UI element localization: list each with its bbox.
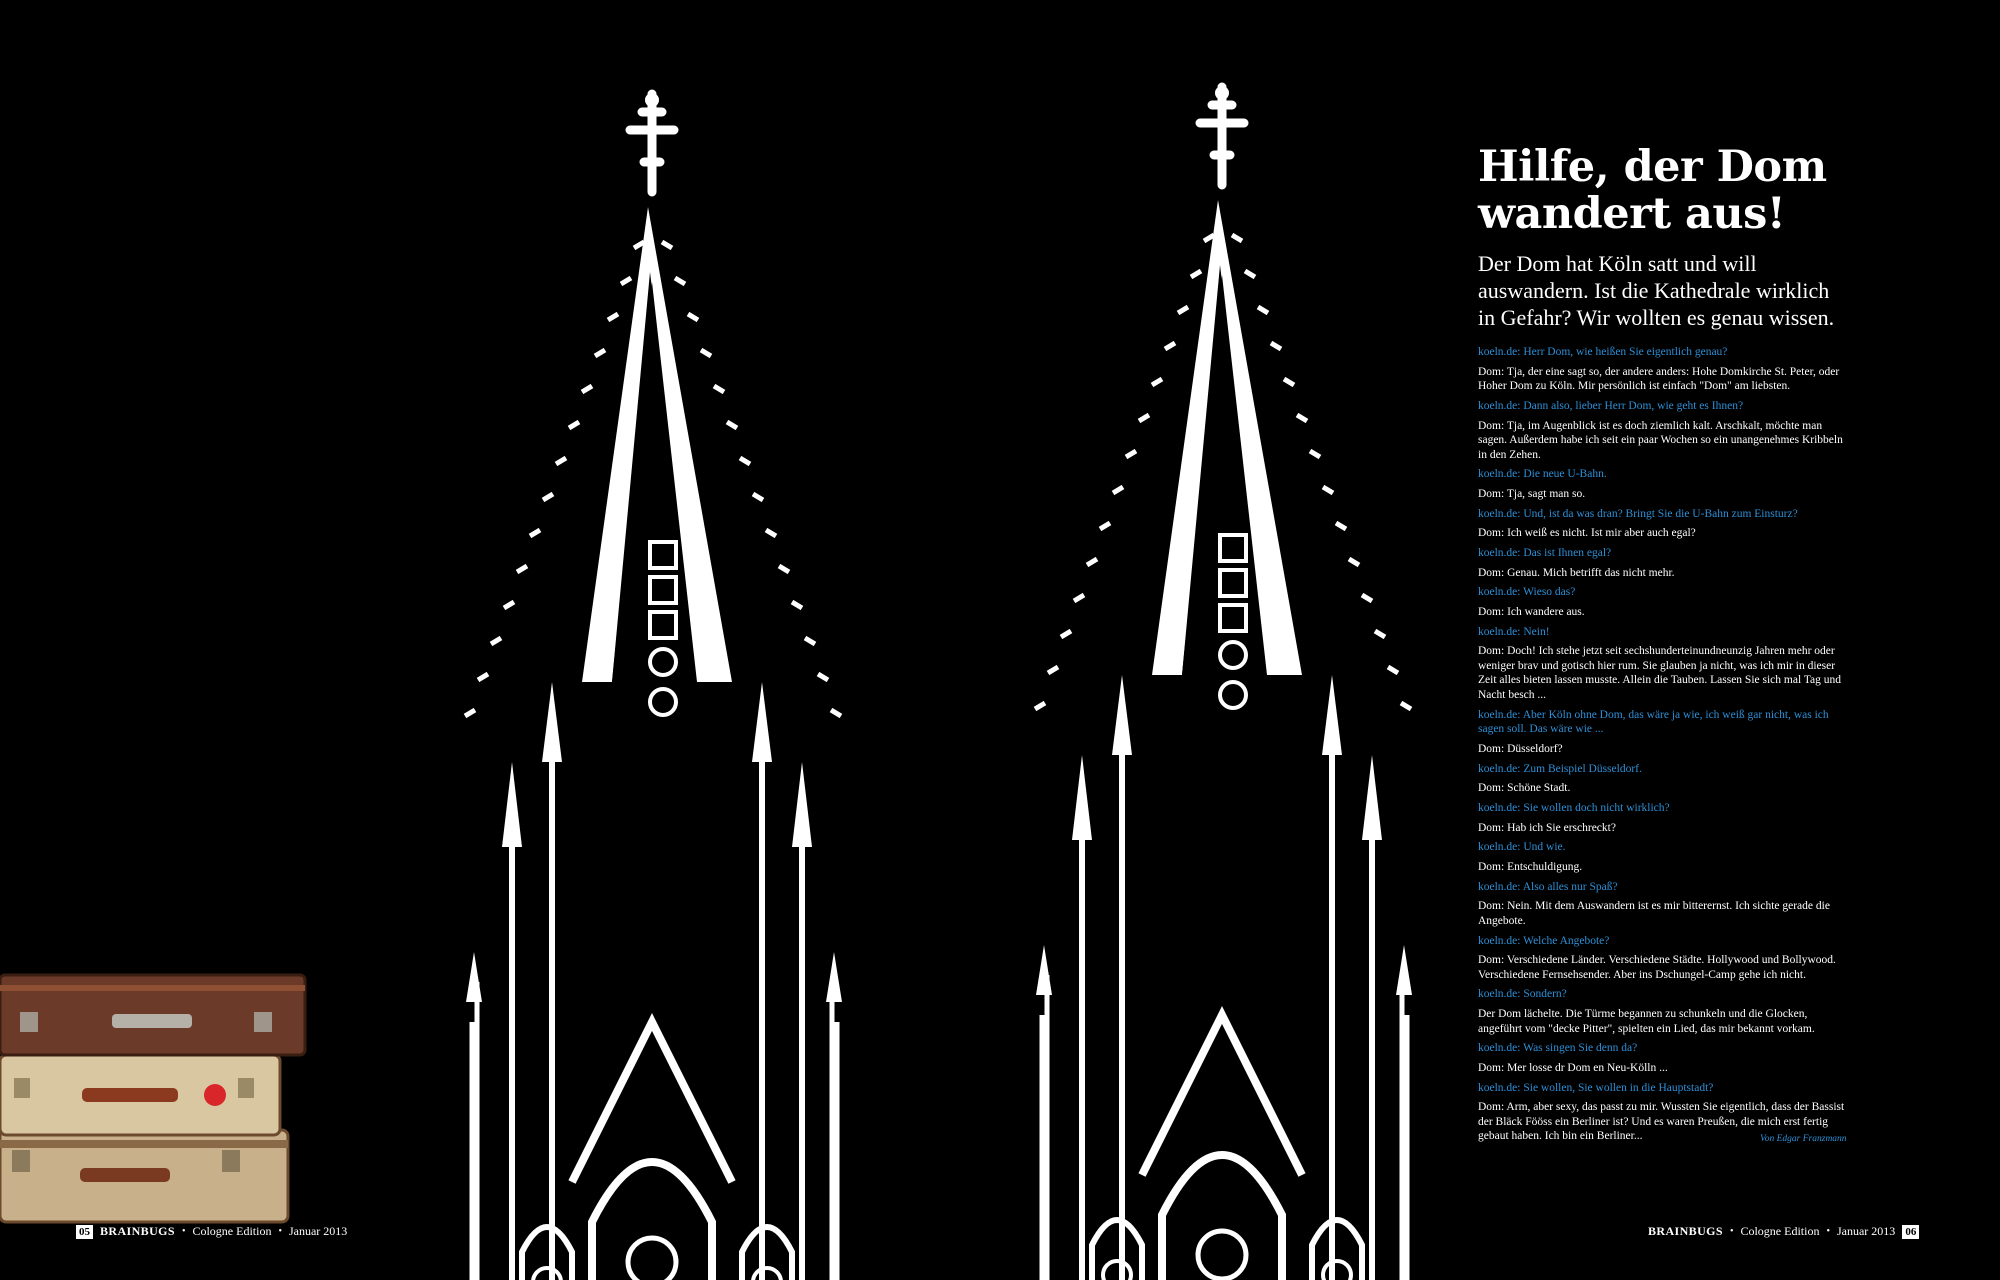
article	[1478, 144, 1850, 1149]
interview-answer: Dom: Tja, der eine sagt so, der andere anders: Hohe Domkirche St. Peter, oder Hoher Dom zu Köln. Mir persönlich ist einfach "Dom" am liebsten.	[1478, 365, 1840, 393]
right-spire-sketch	[1035, 86, 1412, 1280]
interview-answer: Dom: Genau. Mich betrifft das nicht mehr.	[1478, 566, 1675, 579]
page-number: 05	[76, 1225, 93, 1239]
interview-question: koeln.de: Herr Dom, wie heißen Sie eigentlich genau?	[1478, 346, 1728, 358]
byline: Von Edgar Franzmann	[1760, 1134, 1847, 1144]
separator: •	[181, 1226, 186, 1237]
footer-left	[76, 1224, 347, 1239]
edition: Cologne Edition	[1740, 1224, 1820, 1238]
interview-answer: Dom: Arm, aber sexy, das passt zu mir. Wussten Sie eigentlich, dass der Bassist der Bläck Fööss ein Berliner ist? Und es waren Preußen, die mich erst fertig gebaut haben. Ich bin ein Berliner...	[1478, 1101, 1845, 1143]
interview-question: koeln.de: Dann also, lieber Herr Dom, wie geht es Ihnen?	[1478, 399, 1744, 412]
interview-question: koeln.de: Welche Angebote?	[1478, 934, 1610, 947]
interview-answer: Dom: Verschiedene Länder. Verschiedene Städte. Hollywood und Bollywood. Verschiedene Fernsehsender. Aber ins Dschungel-Camp gehe ich nicht.	[1478, 954, 1836, 981]
lead-paragraph: Der Dom hat Köln satt und will auswandern. Ist die Kathedrale wirklich in Gefahr? Wir wollten es genau wissen.	[1478, 251, 1835, 330]
interview-answer: Dom: Tja, im Augenblick ist es doch ziemlich kalt. Arschkalt, möchte man sagen. Außerdem habe ich seit ein paar Wochen so ein unangenehmes Kribbeln in den Zehen.	[1478, 419, 1843, 461]
interview-answer: Der Dom lächelte. Die Türme begannen zu schunkeln und die Glocken, angeführt vom "decke Pitter", spielten ein Lied, das mir bekannt vorkam.	[1478, 1008, 1815, 1035]
edition: Cologne Edition	[192, 1224, 272, 1238]
interview-question: koeln.de: Sondern?	[1478, 988, 1567, 1001]
issue-date: Januar 2013	[1836, 1224, 1896, 1238]
suitcase-stack	[0, 975, 305, 1222]
issue-date: Januar 2013	[288, 1224, 348, 1238]
interview-question: koeln.de: Also alles nur Spaß?	[1478, 880, 1618, 893]
interview-question: koeln.de: Nein!	[1478, 625, 1550, 638]
interview-question: koeln.de: Die neue U-Bahn.	[1478, 468, 1607, 481]
separator: •	[1729, 1226, 1734, 1237]
interview-answer: Dom: Hab ich Sie erschreckt?	[1478, 821, 1616, 834]
interview-question: koeln.de: Sie wollen doch nicht wirklich?	[1478, 801, 1670, 814]
interview-answer: Dom: Entschuldigung.	[1478, 860, 1583, 873]
interview-question: koeln.de: Wieso das?	[1478, 586, 1576, 599]
headline: Hilfe, der Dom wandert aus!	[1478, 142, 1827, 239]
interview-question: koeln.de: Aber Köln ohne Dom, das wäre ja wie, ich weiß gar nicht, was ich sagen soll. Das wäre wie ...	[1478, 708, 1829, 736]
page-number: 06	[1902, 1225, 1919, 1239]
interview-answer: Dom: Doch! Ich stehe jetzt seit sechshunderteinundneunzig Jahren mehr oder weniger brav und gotisch hier rum. Sie glauben ja nicht, was ich mir in dieser Zeit alles bieten lassen musste. Allein die Tauben. Lassen Sie sich mal Tag und Nacht besch ...	[1478, 645, 1842, 701]
interview-answer: Dom: Ich weiß es nicht. Ist mir aber auch egal?	[1478, 527, 1696, 540]
magazine-brand: BRAINBUGS	[1648, 1224, 1723, 1238]
interview-answer: Dom: Düsseldorf?	[1478, 742, 1563, 755]
interview-answer: Dom: Schöne Stadt.	[1478, 782, 1571, 795]
left-spire-sketch	[465, 93, 842, 1280]
separator: •	[278, 1226, 282, 1237]
footer-right	[1648, 1224, 1919, 1239]
separator: •	[1826, 1226, 1830, 1237]
interview-answer: Dom: Ich wandere aus.	[1478, 606, 1585, 619]
interview-question: koeln.de: Und, ist da was dran? Bringt Sie die U-Bahn zum Einsturz?	[1478, 507, 1798, 520]
interview-answer: Dom: Nein. Mit dem Auswandern ist es mir bitterernst. Ich sichte gerade die Angebote.	[1478, 900, 1830, 927]
interview-question: koeln.de: Und wie.	[1478, 841, 1566, 854]
interview-question: koeln.de: Das ist Ihnen egal?	[1478, 547, 1612, 559]
magazine-brand: BRAINBUGS	[100, 1224, 175, 1238]
interview-answer: Dom: Tja, sagt man so.	[1478, 487, 1586, 500]
interview-dialogue	[1478, 345, 1850, 1144]
interview-answer: Dom: Mer losse dr Dom en Neu-Kölln ...	[1478, 1061, 1668, 1074]
interview-question: koeln.de: Was singen Sie denn da?	[1478, 1042, 1638, 1055]
interview-question: koeln.de: Zum Beispiel Düsseldorf.	[1478, 762, 1642, 775]
interview-question: koeln.de: Sie wollen, Sie wollen in die Hauptstadt?	[1478, 1081, 1714, 1094]
